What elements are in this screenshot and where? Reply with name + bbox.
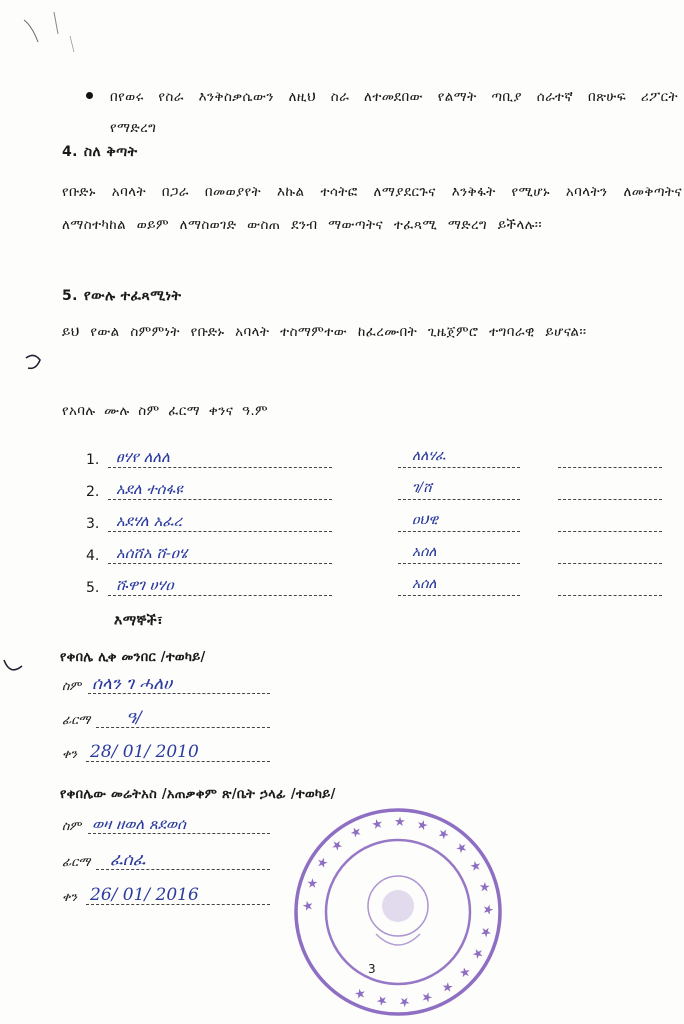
bullet-text: በየወሩ የስራ እንቅስቃሴውን ለዚህ ስራ ለተመደበው የልማት ጣቢያ ሰራተኛ በጽሁፍ ሪፖርት የማድረግ (110, 89, 678, 136)
section-4-body: የቡድኑ አባላት በጋራ በመወያየት እኩል ተሳትፎ ለማያደርጉና እንቅፋት የሚሆኑ አባላትን ለመቅጣትና ለማስተካከል ወይም ለማስወገድ ውስጠ ደንብ ማውጣትና ተፈጻሚ ማድረግ ይችላሉ፡፡ (62, 184, 682, 233)
section-5-heading (62, 288, 181, 304)
name-label: ስም (62, 678, 82, 693)
witness-1-name-row (62, 672, 282, 696)
witnesses-title: እማኞች፣ (114, 613, 164, 629)
member-name-field[interactable]: አደለ ተሰፋዩ (108, 480, 332, 500)
member-signature-field[interactable]: ለለሃፈ (398, 448, 520, 468)
member-date-field[interactable] (558, 512, 662, 532)
row-number: 1. (86, 452, 100, 468)
row-number: 4. (86, 548, 100, 564)
member-signature-field[interactable]: ዐህዊ (398, 512, 520, 532)
member-name-field[interactable]: ሹዋገ ሀሃዐ (108, 576, 332, 596)
date-label: ቀን (62, 746, 77, 761)
table-row (86, 574, 676, 606)
table-row (86, 542, 676, 574)
punch-hole-mark-icon (0, 656, 26, 680)
svg-text:★ ★ ★ ★ ★ ★ ★ ★ ★ ★ ★ ★ ★ ★ ★: ★ ★ ★ ★ ★ ★ ★ ★ ★ ★ ★ ★ ★ ★ ★ ★ ★ ★ ★ ★ ★ (300, 814, 496, 1010)
section-title: የውሉ ተፈጻሚነት (83, 288, 182, 304)
name-label: ስም (62, 818, 82, 833)
member-signature-field[interactable]: አሰለ (398, 576, 520, 596)
table-row (86, 446, 676, 478)
scan-artifact-icon (18, 6, 88, 60)
section-5-body: ይህ የውል ስምምነት የቡድኑ አባላት ተስማምተው ከፈረሙበት ጊዜጀምሮ ተግባራዊ ይሆናል፡፡ (62, 324, 587, 340)
witness-2-date-row (62, 883, 282, 907)
row-number: 2. (86, 484, 100, 500)
witness-1-signature-row (62, 706, 282, 730)
section-title: ስለ ቅጣት (83, 144, 138, 160)
members-signature-table (86, 446, 676, 606)
witness-2-role: የቀበሌው መሬትአስ /አጠቃቀም ጽ/ቤት ኃላፊ /ተወካይ/ (60, 787, 336, 802)
section-number: 5. (62, 288, 78, 304)
bullet-item (88, 82, 678, 144)
witness-2-name-field[interactable]: ወዛ ዘወለ ጸደወሰ (88, 816, 270, 834)
official-stamp-icon (292, 806, 504, 1018)
table-row (86, 510, 676, 542)
punch-hole-mark-icon (22, 350, 46, 376)
signature-label: ፊርማ (62, 712, 91, 727)
witness-1-signature-field[interactable]: ዓ/ (96, 710, 270, 728)
witness-2-date-field[interactable]: 26/ 01/ 2016 (86, 887, 270, 905)
member-name-field[interactable]: አደሃለ አፈረ (108, 512, 332, 532)
witness-2-name-row (62, 812, 282, 836)
witness-2-signature-field[interactable]: ፈሰፈ (96, 852, 270, 870)
member-name-field[interactable]: ፀሃየ ለለለ (108, 448, 332, 468)
member-signature-field[interactable]: ገ/ሸ (398, 480, 520, 500)
section-4-heading (62, 144, 138, 160)
row-number: 5. (86, 580, 100, 596)
date-label: ቀን (62, 889, 77, 904)
witness-2-signature-row (62, 848, 282, 872)
table-row (86, 478, 676, 510)
signature-label: ፊርማ (62, 854, 91, 869)
members-table-header: የአባሉ ሙሉ ስም ፈርማ ቀንና ዓ.ም (62, 403, 269, 419)
row-number: 3. (86, 516, 100, 532)
witness-1-role: የቀበሌ ሊቀ መንበር /ተወካይ/ (60, 650, 206, 665)
member-name-field[interactable]: አሰሸአ ሸ-ዐሄ (108, 544, 332, 564)
member-date-field[interactable] (558, 576, 662, 596)
page-number: 3 (368, 962, 376, 976)
witness-1-date-field[interactable]: 28/ 01/ 2010 (86, 744, 270, 762)
member-date-field[interactable] (558, 544, 662, 564)
member-date-field[interactable] (558, 480, 662, 500)
section-number: 4. (62, 144, 78, 160)
member-date-field[interactable] (558, 448, 662, 468)
witness-1-date-row (62, 740, 282, 764)
member-signature-field[interactable]: አሰለ (398, 544, 520, 564)
witness-1-name-field[interactable]: ሰላን ገ ሓለሀ (88, 676, 270, 694)
bullet-dot-icon (86, 92, 93, 99)
